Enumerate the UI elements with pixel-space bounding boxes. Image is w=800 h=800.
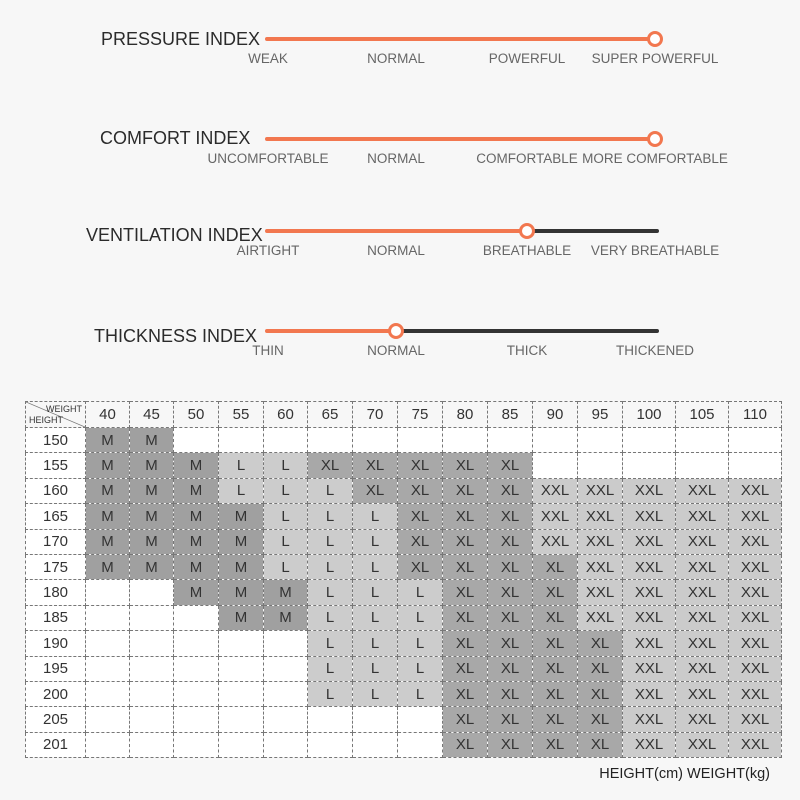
size-cell	[130, 707, 174, 732]
table-row	[26, 580, 782, 605]
index-level-label: POWERFUL	[488, 51, 566, 66]
table-row	[26, 707, 782, 732]
height-cell: 170	[26, 529, 86, 554]
size-cell: M	[130, 529, 174, 554]
size-cell	[86, 656, 130, 681]
size-cell	[174, 631, 219, 656]
size-cell: L	[264, 554, 308, 579]
size-cell: XL	[308, 453, 353, 478]
size-cell: L	[308, 580, 353, 605]
size-cell: XXL	[578, 529, 623, 554]
size-cell: XL	[443, 605, 488, 630]
size-cell: XXL	[676, 656, 729, 681]
size-cell	[353, 732, 398, 757]
weight-header-cell: 80	[443, 402, 488, 428]
size-cell: XXL	[623, 554, 676, 579]
size-cell: L	[353, 631, 398, 656]
size-cell	[174, 681, 219, 706]
size-cell: L	[353, 605, 398, 630]
weight-header-cell: 65	[308, 402, 353, 428]
index-title: THICKNESS INDEX	[94, 326, 258, 346]
height-cell: 195	[26, 656, 86, 681]
size-chart-table	[25, 401, 782, 758]
size-cell: XL	[533, 605, 578, 630]
size-cell: XXL	[623, 605, 676, 630]
size-cell	[219, 631, 264, 656]
table-row	[26, 504, 782, 529]
index-track-filled	[265, 329, 396, 333]
size-cell	[264, 631, 308, 656]
size-cell: M	[174, 580, 219, 605]
size-cell: M	[174, 478, 219, 503]
index-track-filled	[265, 229, 527, 233]
size-cell: XL	[488, 554, 533, 579]
size-cell: XL	[578, 732, 623, 757]
table-row	[26, 478, 782, 503]
size-cell: XXL	[623, 529, 676, 554]
size-cell	[353, 707, 398, 732]
size-cell: L	[353, 504, 398, 529]
size-cell: L	[264, 453, 308, 478]
size-cell: L	[308, 529, 353, 554]
size-cell: L	[308, 504, 353, 529]
height-cell: 180	[26, 580, 86, 605]
size-cell	[86, 605, 130, 630]
table-row	[26, 453, 782, 478]
index-level-label: WEAK	[248, 51, 288, 66]
size-cell: XL	[353, 453, 398, 478]
index-track-remaining	[396, 329, 659, 333]
index-level-marker	[647, 131, 663, 147]
size-cell	[219, 732, 264, 757]
size-cell	[398, 707, 443, 732]
size-cell: XXL	[623, 732, 676, 757]
size-cell: M	[86, 453, 130, 478]
size-cell: L	[308, 681, 353, 706]
size-cell: XXL	[729, 580, 782, 605]
size-cell: XXL	[676, 681, 729, 706]
size-cell	[219, 428, 264, 453]
index-level-marker	[519, 223, 535, 239]
size-cell: XL	[488, 605, 533, 630]
size-cell: XL	[488, 631, 533, 656]
size-cell: XXL	[676, 707, 729, 732]
size-cell: XL	[488, 529, 533, 554]
size-cell: XXL	[729, 631, 782, 656]
size-cell: XXL	[578, 478, 623, 503]
size-cell: XL	[443, 478, 488, 503]
table-row	[26, 529, 782, 554]
weight-header-cell: 60	[264, 402, 308, 428]
weight-header-cell: 95	[578, 402, 623, 428]
size-cell: M	[174, 529, 219, 554]
size-cell	[264, 681, 308, 706]
size-cell	[264, 707, 308, 732]
size-cell: XXL	[578, 504, 623, 529]
size-cell: XL	[443, 631, 488, 656]
size-cell: M	[174, 504, 219, 529]
size-cell: XL	[488, 656, 533, 681]
size-cell: XL	[398, 529, 443, 554]
size-cell	[676, 428, 729, 453]
index-title: COMFORT INDEX	[100, 128, 251, 148]
size-cell: XXL	[533, 504, 578, 529]
index-level-label: VERY BREATHABLE	[590, 243, 720, 258]
height-cell: 160	[26, 478, 86, 503]
height-cell: 185	[26, 605, 86, 630]
size-cell: M	[219, 605, 264, 630]
size-cell: L	[308, 656, 353, 681]
size-cell	[130, 656, 174, 681]
size-cell: XL	[533, 656, 578, 681]
size-cell: XXL	[729, 656, 782, 681]
size-cell: XL	[488, 732, 533, 757]
index-level-label: BREATHABLE	[482, 243, 572, 258]
index-level-label: UNCOMFORTABLE	[207, 151, 329, 166]
size-cell: L	[398, 631, 443, 656]
weight-header-cell: 40	[86, 402, 130, 428]
size-cell: XXL	[729, 605, 782, 630]
size-cell: M	[130, 428, 174, 453]
size-cell	[130, 681, 174, 706]
size-cell: XXL	[623, 580, 676, 605]
size-cell: M	[219, 554, 264, 579]
size-cell: L	[353, 681, 398, 706]
index-level-label: NORMAL	[367, 343, 425, 358]
size-cell: XXL	[729, 681, 782, 706]
size-cell: XXL	[533, 478, 578, 503]
height-cell: 175	[26, 554, 86, 579]
index-track-filled	[265, 137, 655, 141]
size-cell	[174, 707, 219, 732]
size-cell	[729, 453, 782, 478]
size-cell: L	[353, 656, 398, 681]
weight-header-cell: 50	[174, 402, 219, 428]
size-cell	[623, 453, 676, 478]
size-cell: L	[264, 529, 308, 554]
size-cell: L	[353, 554, 398, 579]
size-cell: M	[219, 529, 264, 554]
size-cell: XXL	[676, 504, 729, 529]
size-cell	[729, 428, 782, 453]
size-cell: XXL	[623, 478, 676, 503]
index-level-label: COMFORTABLE	[476, 151, 578, 166]
size-cell	[174, 605, 219, 630]
size-cell: XL	[578, 707, 623, 732]
size-cell: XL	[533, 580, 578, 605]
table-row	[26, 428, 782, 453]
size-cell: L	[398, 580, 443, 605]
size-cell: M	[219, 580, 264, 605]
height-cell: 200	[26, 681, 86, 706]
weight-header-cell: 75	[398, 402, 443, 428]
size-cell	[86, 631, 130, 656]
weight-header-cell: 105	[676, 402, 729, 428]
size-cell: M	[86, 428, 130, 453]
height-cell: 205	[26, 707, 86, 732]
size-cell	[676, 453, 729, 478]
size-cell: XL	[443, 656, 488, 681]
size-cell: XL	[488, 681, 533, 706]
size-cell: XL	[443, 681, 488, 706]
size-cell	[264, 428, 308, 453]
size-cell: XL	[578, 656, 623, 681]
size-cell: L	[308, 478, 353, 503]
size-cell: XL	[578, 681, 623, 706]
size-cell: M	[174, 453, 219, 478]
index-level-label: THIN	[252, 343, 284, 358]
size-cell: XXL	[578, 554, 623, 579]
index-level-label: NORMAL	[367, 151, 425, 166]
size-cell	[264, 656, 308, 681]
table-row	[26, 554, 782, 579]
size-cell: XXL	[729, 707, 782, 732]
size-cell: XXL	[676, 631, 729, 656]
weight-header-row	[26, 402, 782, 428]
size-cell: M	[130, 453, 174, 478]
size-cell: XXL	[533, 529, 578, 554]
size-cell: M	[130, 504, 174, 529]
height-cell: 165	[26, 504, 86, 529]
size-cell: L	[219, 453, 264, 478]
size-cell	[219, 656, 264, 681]
index-track-remaining	[527, 229, 659, 233]
size-cell	[174, 428, 219, 453]
size-cell: L	[308, 554, 353, 579]
height-cell: 150	[26, 428, 86, 453]
size-cell: XL	[443, 707, 488, 732]
weight-header-cell: 70	[353, 402, 398, 428]
size-cell: L	[398, 656, 443, 681]
size-cell	[308, 428, 353, 453]
table-row	[26, 681, 782, 706]
size-cell: XL	[443, 453, 488, 478]
weight-header-cell: 100	[623, 402, 676, 428]
corner-height-label: HEIGHT	[29, 415, 64, 425]
size-cell: XL	[443, 732, 488, 757]
size-cell: XXL	[729, 529, 782, 554]
size-cell: XXL	[623, 656, 676, 681]
size-cell	[623, 428, 676, 453]
size-cell: L	[308, 631, 353, 656]
height-cell: 155	[26, 453, 86, 478]
size-cell: M	[264, 580, 308, 605]
size-cell: M	[86, 504, 130, 529]
size-cell: XXL	[729, 554, 782, 579]
size-cell: XL	[533, 554, 578, 579]
size-cell: XXL	[623, 631, 676, 656]
size-cell	[86, 707, 130, 732]
size-cell	[308, 732, 353, 757]
index-level-label: MORE COMFORTABLE	[582, 151, 728, 166]
size-cell	[578, 428, 623, 453]
size-cell	[86, 681, 130, 706]
size-cell: L	[398, 681, 443, 706]
size-cell	[264, 732, 308, 757]
table-row	[26, 732, 782, 757]
size-cell: XL	[533, 732, 578, 757]
size-cell: L	[308, 605, 353, 630]
size-cell: XXL	[729, 478, 782, 503]
size-cell	[488, 428, 533, 453]
size-cell: M	[86, 529, 130, 554]
index-level-marker	[647, 31, 663, 47]
size-cell: XL	[353, 478, 398, 503]
size-cell: XL	[398, 554, 443, 579]
size-cell: XL	[488, 580, 533, 605]
height-cell: 190	[26, 631, 86, 656]
size-cell	[533, 428, 578, 453]
size-cell: XXL	[676, 732, 729, 757]
weight-header-cell: 110	[729, 402, 782, 428]
height-cell: 201	[26, 732, 86, 757]
size-cell: M	[174, 554, 219, 579]
size-cell: XL	[533, 681, 578, 706]
size-cell: XL	[488, 478, 533, 503]
size-cell: L	[219, 478, 264, 503]
size-cell	[130, 732, 174, 757]
size-cell	[86, 732, 130, 757]
size-cell: XL	[578, 631, 623, 656]
size-cell: XL	[488, 453, 533, 478]
size-cell: XXL	[623, 681, 676, 706]
table-row	[26, 631, 782, 656]
size-cell: XXL	[578, 580, 623, 605]
corner-weight-label: WEIGHT	[46, 404, 82, 414]
index-level-marker	[388, 323, 404, 339]
size-cell: XL	[398, 453, 443, 478]
index-title: VENTILATION INDEX	[86, 225, 263, 245]
index-level-label: NORMAL	[367, 51, 425, 66]
weight-header-cell: 45	[130, 402, 174, 428]
index-track-filled	[265, 37, 655, 41]
size-cell: L	[264, 478, 308, 503]
size-cell	[398, 428, 443, 453]
size-cell: XL	[443, 580, 488, 605]
size-cell: XXL	[676, 605, 729, 630]
size-cell: XL	[443, 504, 488, 529]
size-cell	[533, 453, 578, 478]
size-cell: XXL	[676, 529, 729, 554]
weight-header-cell: 55	[219, 402, 264, 428]
size-cell: M	[219, 504, 264, 529]
size-cell: XL	[443, 529, 488, 554]
weight-header-cell: 85	[488, 402, 533, 428]
size-cell: L	[264, 504, 308, 529]
size-cell: XL	[488, 504, 533, 529]
size-cell: XXL	[623, 504, 676, 529]
size-cell	[219, 681, 264, 706]
index-level-label: NORMAL	[367, 243, 425, 258]
size-cell: M	[264, 605, 308, 630]
size-cell: XXL	[623, 707, 676, 732]
size-cell	[174, 732, 219, 757]
size-cell	[86, 580, 130, 605]
table-corner-header	[26, 402, 86, 428]
size-cell	[398, 732, 443, 757]
size-cell: M	[130, 554, 174, 579]
size-cell	[353, 428, 398, 453]
table-row	[26, 605, 782, 630]
size-cell	[130, 631, 174, 656]
table-row	[26, 656, 782, 681]
index-level-label: AIRTIGHT	[236, 243, 300, 258]
index-level-label: SUPER POWERFUL	[591, 51, 719, 66]
size-cell	[130, 605, 174, 630]
size-cell: XL	[398, 504, 443, 529]
size-cell: XXL	[729, 732, 782, 757]
size-cell: XXL	[729, 504, 782, 529]
size-cell: XL	[533, 707, 578, 732]
size-cell: L	[398, 605, 443, 630]
size-cell	[219, 707, 264, 732]
weight-header-cell: 90	[533, 402, 578, 428]
size-cell	[130, 580, 174, 605]
size-cell: M	[86, 554, 130, 579]
units-note: HEIGHT(cm) WEIGHT(kg)	[599, 766, 770, 782]
size-cell: XL	[398, 478, 443, 503]
size-cell: M	[86, 478, 130, 503]
index-level-label: THICK	[506, 343, 548, 358]
index-level-label: THICKENED	[615, 343, 695, 358]
size-cell	[174, 656, 219, 681]
size-cell: XXL	[676, 580, 729, 605]
size-cell	[443, 428, 488, 453]
size-cell: XXL	[578, 605, 623, 630]
size-cell: M	[130, 478, 174, 503]
size-cell: XL	[533, 631, 578, 656]
size-cell	[308, 707, 353, 732]
size-cell: XL	[443, 554, 488, 579]
size-cell: L	[353, 580, 398, 605]
size-cell: XXL	[676, 478, 729, 503]
index-title: PRESSURE INDEX	[101, 29, 261, 49]
size-cell: L	[353, 529, 398, 554]
size-cell	[578, 453, 623, 478]
size-cell: XXL	[676, 554, 729, 579]
size-cell: XL	[488, 707, 533, 732]
